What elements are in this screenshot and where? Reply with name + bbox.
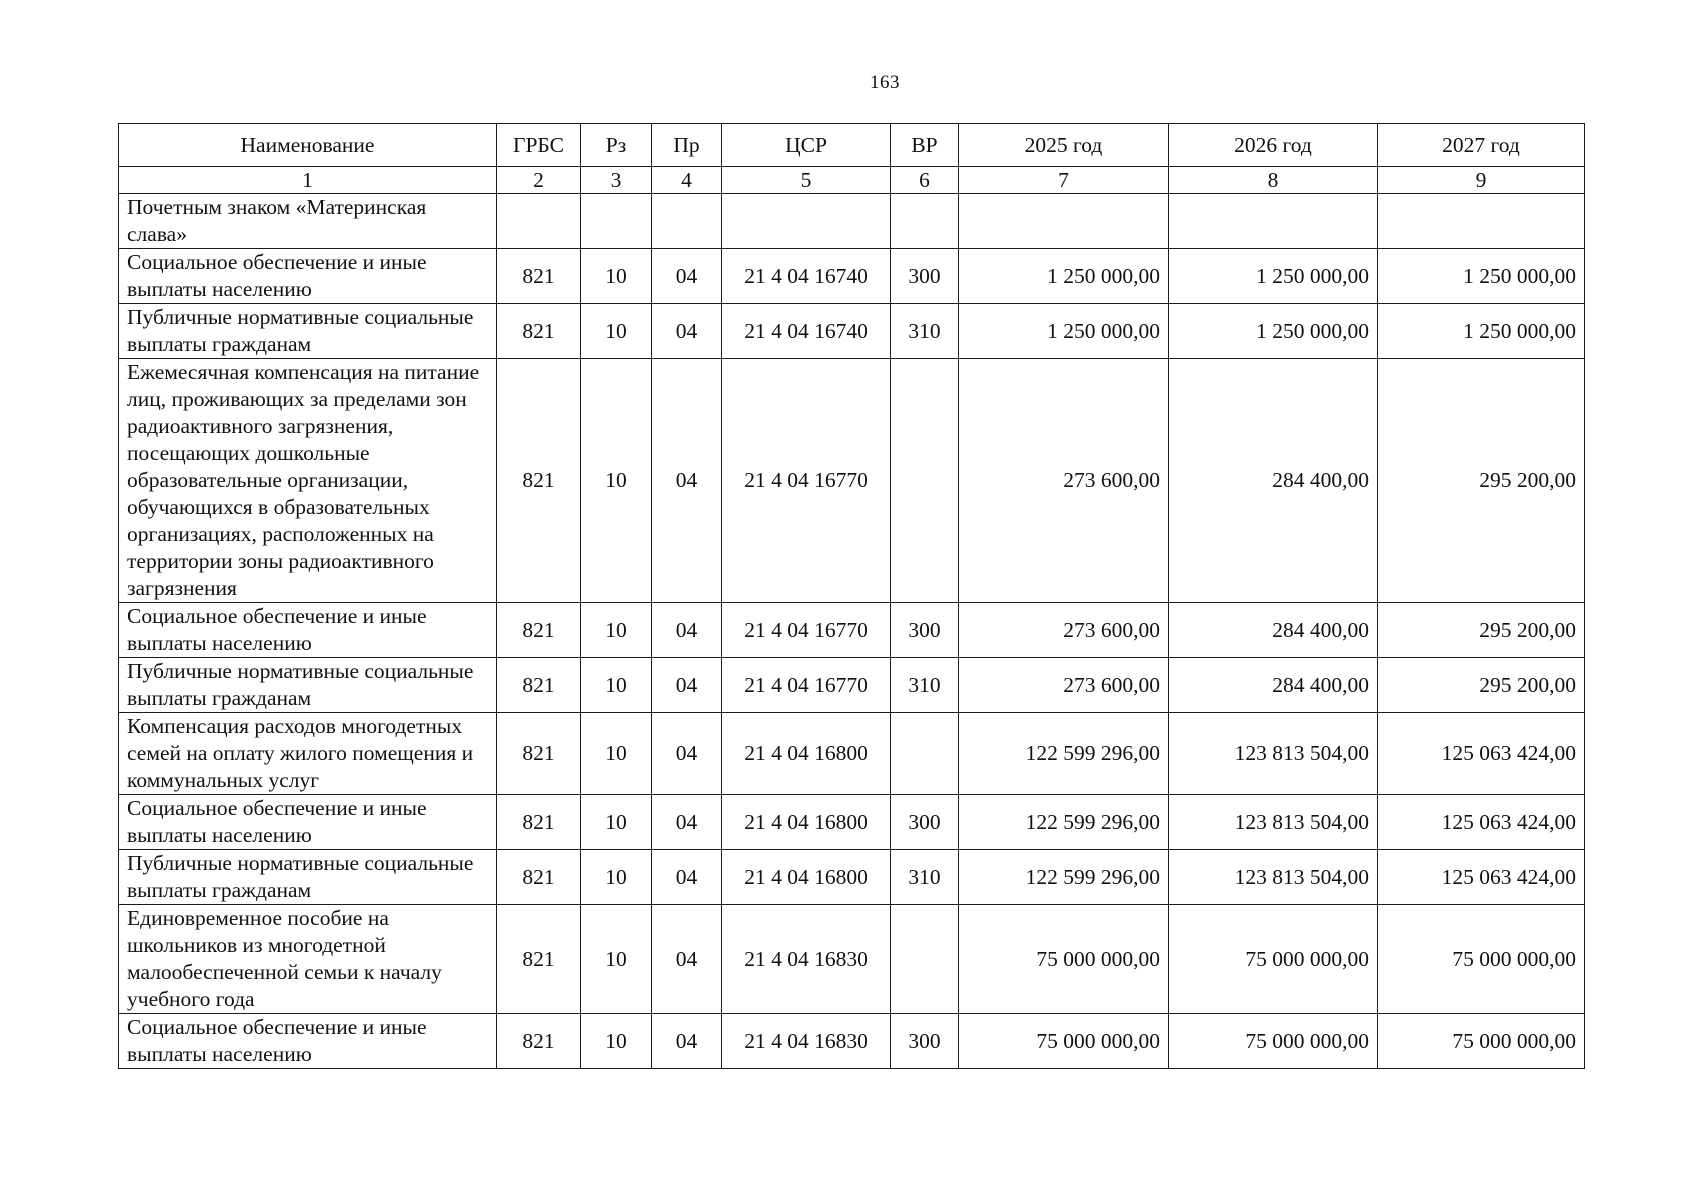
cell-rz: 10 <box>581 850 652 905</box>
table-body <box>119 194 1585 1069</box>
cell-vr <box>891 359 959 603</box>
cell-amount-2026: 123 813 504,00 <box>1169 795 1378 850</box>
cell-csr: 21 4 04 16740 <box>722 249 891 304</box>
cell-csr: 21 4 04 16770 <box>722 658 891 713</box>
cell-grbs: 821 <box>497 905 581 1014</box>
cell-rz: 10 <box>581 1014 652 1069</box>
column-number-row <box>119 167 1585 194</box>
cell-csr: 21 4 04 16800 <box>722 850 891 905</box>
cell-name: Компенсация расходов многодетных семей на оплату жилого помещения и коммунальных услуг <box>119 713 497 795</box>
column-number: 8 <box>1169 167 1378 194</box>
column-number: 3 <box>581 167 652 194</box>
header-name: Наименование <box>119 124 497 167</box>
cell-pr <box>652 194 722 249</box>
cell-amount-2027 <box>1378 194 1585 249</box>
cell-name: Единовременное пособие на школьников из многодетной малообеспеченной семьи к началу учебного года <box>119 905 497 1014</box>
column-number: 5 <box>722 167 891 194</box>
cell-pr: 04 <box>652 304 722 359</box>
cell-amount-2027: 125 063 424,00 <box>1378 850 1585 905</box>
cell-amount-2025: 122 599 296,00 <box>959 713 1169 795</box>
cell-amount-2027: 75 000 000,00 <box>1378 905 1585 1014</box>
cell-pr: 04 <box>652 658 722 713</box>
header-2025: 2025 год <box>959 124 1169 167</box>
cell-csr: 21 4 04 16800 <box>722 713 891 795</box>
cell-grbs: 821 <box>497 359 581 603</box>
cell-amount-2027: 295 200,00 <box>1378 658 1585 713</box>
cell-vr: 300 <box>891 795 959 850</box>
cell-grbs: 821 <box>497 249 581 304</box>
cell-amount-2025: 1 250 000,00 <box>959 304 1169 359</box>
cell-amount-2026: 75 000 000,00 <box>1169 905 1378 1014</box>
cell-csr: 21 4 04 16740 <box>722 304 891 359</box>
cell-csr: 21 4 04 16830 <box>722 1014 891 1069</box>
cell-pr: 04 <box>652 359 722 603</box>
cell-name: Социальное обеспечение и иные выплаты населению <box>119 1014 497 1069</box>
cell-name: Публичные нормативные социальные выплаты гражданам <box>119 850 497 905</box>
cell-pr: 04 <box>652 850 722 905</box>
cell-grbs: 821 <box>497 713 581 795</box>
cell-rz <box>581 194 652 249</box>
table-row <box>119 795 1585 850</box>
cell-amount-2025: 273 600,00 <box>959 359 1169 603</box>
column-number: 4 <box>652 167 722 194</box>
cell-vr: 310 <box>891 304 959 359</box>
cell-vr: 310 <box>891 658 959 713</box>
cell-rz: 10 <box>581 795 652 850</box>
cell-amount-2027: 125 063 424,00 <box>1378 795 1585 850</box>
header-csr: ЦСР <box>722 124 891 167</box>
table-row <box>119 304 1585 359</box>
cell-amount-2025: 273 600,00 <box>959 603 1169 658</box>
budget-table <box>118 123 1585 1069</box>
column-number: 7 <box>959 167 1169 194</box>
cell-name: Социальное обеспечение и иные выплаты населению <box>119 249 497 304</box>
cell-amount-2026: 1 250 000,00 <box>1169 304 1378 359</box>
header-pr: Пр <box>652 124 722 167</box>
cell-vr <box>891 713 959 795</box>
table-row <box>119 658 1585 713</box>
cell-grbs: 821 <box>497 795 581 850</box>
header-2027: 2027 год <box>1378 124 1585 167</box>
cell-rz: 10 <box>581 304 652 359</box>
cell-name: Публичные нормативные социальные выплаты гражданам <box>119 304 497 359</box>
cell-amount-2026 <box>1169 194 1378 249</box>
cell-csr: 21 4 04 16800 <box>722 795 891 850</box>
column-number: 1 <box>119 167 497 194</box>
cell-grbs: 821 <box>497 603 581 658</box>
cell-vr <box>891 194 959 249</box>
cell-amount-2027: 125 063 424,00 <box>1378 713 1585 795</box>
cell-name: Социальное обеспечение и иные выплаты населению <box>119 795 497 850</box>
cell-pr: 04 <box>652 1014 722 1069</box>
cell-csr: 21 4 04 16830 <box>722 905 891 1014</box>
cell-pr: 04 <box>652 905 722 1014</box>
cell-amount-2027: 1 250 000,00 <box>1378 249 1585 304</box>
cell-amount-2026: 123 813 504,00 <box>1169 713 1378 795</box>
cell-grbs: 821 <box>497 850 581 905</box>
cell-amount-2026: 284 400,00 <box>1169 359 1378 603</box>
cell-rz: 10 <box>581 603 652 658</box>
cell-amount-2025: 1 250 000,00 <box>959 249 1169 304</box>
cell-pr: 04 <box>652 795 722 850</box>
cell-name: Публичные нормативные социальные выплаты гражданам <box>119 658 497 713</box>
table-row <box>119 603 1585 658</box>
header-vr: ВР <box>891 124 959 167</box>
cell-amount-2025: 122 599 296,00 <box>959 795 1169 850</box>
cell-csr <box>722 194 891 249</box>
cell-amount-2026: 284 400,00 <box>1169 603 1378 658</box>
cell-amount-2026: 284 400,00 <box>1169 658 1378 713</box>
cell-rz: 10 <box>581 713 652 795</box>
cell-name: Почетным знаком «Материнская слава» <box>119 194 497 249</box>
cell-rz: 10 <box>581 658 652 713</box>
column-number: 2 <box>497 167 581 194</box>
header-row <box>119 124 1585 167</box>
cell-amount-2026: 1 250 000,00 <box>1169 249 1378 304</box>
cell-grbs: 821 <box>497 304 581 359</box>
header-grbs: ГРБС <box>497 124 581 167</box>
cell-grbs: 821 <box>497 1014 581 1069</box>
cell-amount-2025: 75 000 000,00 <box>959 905 1169 1014</box>
page-number: 163 <box>870 72 900 93</box>
table-row <box>119 249 1585 304</box>
cell-vr: 310 <box>891 850 959 905</box>
cell-grbs <box>497 194 581 249</box>
cell-pr: 04 <box>652 713 722 795</box>
table-row <box>119 850 1585 905</box>
cell-amount-2026: 123 813 504,00 <box>1169 850 1378 905</box>
cell-rz: 10 <box>581 905 652 1014</box>
cell-vr: 300 <box>891 603 959 658</box>
cell-amount-2025: 273 600,00 <box>959 658 1169 713</box>
table-header <box>119 124 1585 194</box>
cell-name: Ежемесячная компенсация на питание лиц, проживающих за пределами зон радиоактивного загрязнения, посещающих дошкольные образовательные организации, обучающихся в образовательных организациях, расположенных на территории зоны радиоактивного загрязнения <box>119 359 497 603</box>
cell-amount-2025: 75 000 000,00 <box>959 1014 1169 1069</box>
header-rz: Рз <box>581 124 652 167</box>
column-number: 9 <box>1378 167 1585 194</box>
cell-amount-2027: 75 000 000,00 <box>1378 1014 1585 1069</box>
cell-vr: 300 <box>891 1014 959 1069</box>
cell-amount-2025: 122 599 296,00 <box>959 850 1169 905</box>
table-row <box>119 905 1585 1014</box>
table-row <box>119 713 1585 795</box>
cell-amount-2026: 75 000 000,00 <box>1169 1014 1378 1069</box>
cell-csr: 21 4 04 16770 <box>722 359 891 603</box>
table-row <box>119 359 1585 603</box>
cell-vr: 300 <box>891 249 959 304</box>
cell-amount-2025 <box>959 194 1169 249</box>
cell-csr: 21 4 04 16770 <box>722 603 891 658</box>
cell-grbs: 821 <box>497 658 581 713</box>
cell-name: Социальное обеспечение и иные выплаты населению <box>119 603 497 658</box>
cell-vr <box>891 905 959 1014</box>
column-number: 6 <box>891 167 959 194</box>
cell-pr: 04 <box>652 603 722 658</box>
cell-pr: 04 <box>652 249 722 304</box>
table-row <box>119 194 1585 249</box>
table-row <box>119 1014 1585 1069</box>
cell-amount-2027: 295 200,00 <box>1378 603 1585 658</box>
cell-rz: 10 <box>581 359 652 603</box>
header-2026: 2026 год <box>1169 124 1378 167</box>
cell-amount-2027: 1 250 000,00 <box>1378 304 1585 359</box>
cell-amount-2027: 295 200,00 <box>1378 359 1585 603</box>
cell-rz: 10 <box>581 249 652 304</box>
